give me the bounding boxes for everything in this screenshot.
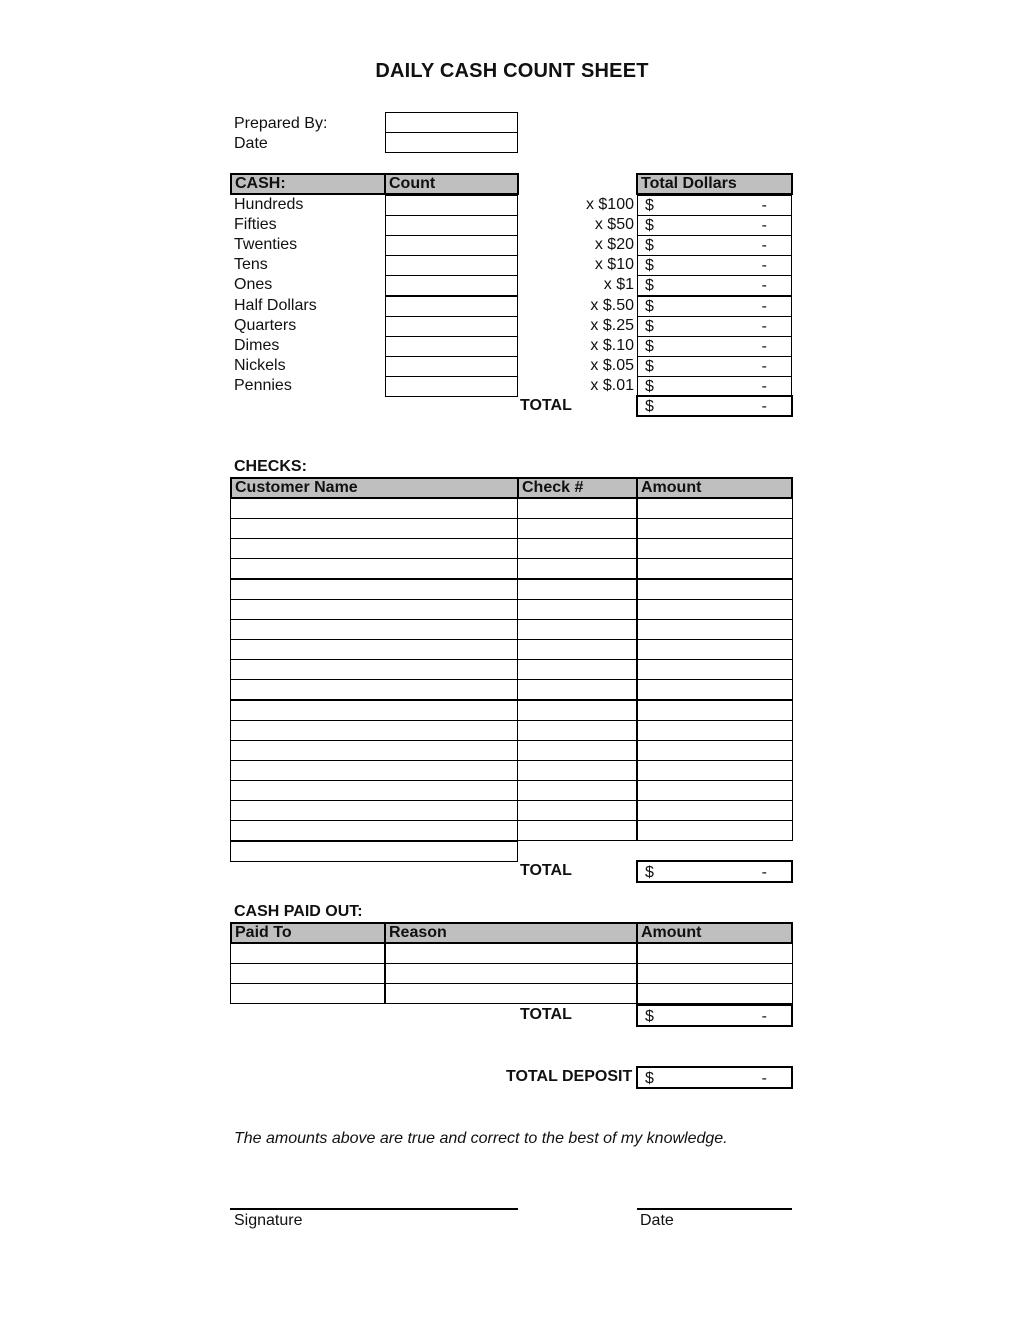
total-deposit-box [636,1066,793,1089]
cash-count-input[interactable] [385,255,518,276]
paid-out-to-cell[interactable] [230,943,386,964]
check-number-cell[interactable] [517,760,638,781]
cash-multiplier: x $.10 [590,337,634,354]
check-amount-cell[interactable] [636,619,793,640]
cash-row-label: Quarters [234,317,297,334]
checks-total-box [636,860,793,883]
cash-count-input[interactable] [385,316,518,337]
paid-out-total-box [636,1004,793,1027]
check-customer-cell[interactable] [230,619,518,640]
cash-multiplier: x $.25 [590,317,634,334]
cash-total-cell [637,215,792,236]
signature-label: Signature [234,1212,303,1229]
check-amount-cell[interactable] [636,599,793,620]
cash-row-label: Nickels [234,357,286,374]
cash-row-value: - [761,237,767,254]
check-customer-cell[interactable] [230,639,518,660]
prepared-by-label: Prepared By: [234,115,328,132]
check-amount-cell[interactable] [636,700,793,721]
cash-total-cell [637,255,792,276]
checks-total-label: TOTAL [520,862,572,879]
check-number-cell[interactable] [517,518,638,539]
check-amount-cell[interactable] [636,558,793,579]
cash-multiplier: x $1 [603,276,634,293]
check-number-cell[interactable] [517,820,638,841]
total-deposit-label: TOTAL DEPOSIT [506,1068,633,1085]
cash-multiplier: x $20 [594,236,634,253]
cash-total-cell [637,376,792,397]
cash-row-label: Pennies [234,377,292,394]
check-customer-cell[interactable] [230,558,518,579]
check-customer-cell[interactable] [230,538,518,559]
cash-row-currency: $ [645,237,654,254]
check-customer-cell[interactable] [230,760,518,781]
cash-multiplier: x $50 [594,216,634,233]
checks-label: CHECKS: [234,458,307,475]
check-amount-cell[interactable] [636,760,793,781]
cash-count-input[interactable] [385,296,518,317]
check-amount-cell[interactable] [636,679,793,700]
check-number-cell[interactable] [517,780,638,801]
cash-header: CASH: [230,173,386,195]
check-customer-cell[interactable] [230,599,518,620]
paid-out-label: CASH PAID OUT: [234,903,363,920]
cash-total-currency: $ [645,398,654,415]
cash-count-input[interactable] [385,215,518,236]
check-number-cell[interactable] [517,558,638,579]
checks-total-value: - [761,864,767,881]
check-number-cell[interactable] [517,538,638,559]
check-customer-cell[interactable] [230,820,518,841]
cash-row-value: - [761,197,767,214]
cash-total-box [636,395,793,417]
certification-statement: The amounts above are true and correct to the best of my knowledge. [234,1130,728,1147]
cash-multiplier: x $100 [585,196,634,213]
check-amount-cell[interactable] [636,740,793,761]
cash-row-label: Ones [234,276,273,293]
paid-out-amount-cell[interactable] [636,963,793,984]
cash-row-currency: $ [645,338,654,355]
cash-row-value: - [761,298,767,315]
cash-row-value: - [761,257,767,274]
cash-row-label: Hundreds [234,196,304,213]
check-number-cell[interactable] [517,599,638,620]
cash-multiplier: x $10 [594,256,634,273]
total-deposit-value: - [761,1070,767,1087]
check-customer-cell[interactable] [230,780,518,801]
check-customer-cell[interactable] [230,498,518,519]
check-number-cell[interactable] [517,659,638,680]
cash-multiplier: x $.50 [590,297,634,314]
cash-row-value: - [761,378,767,395]
page-title: DAILY CASH COUNT SHEET [375,60,649,82]
cash-total-cell [637,195,792,216]
cash-total-cell [637,235,792,256]
count-header: Count [384,173,519,195]
prepared-by-field[interactable] [385,112,518,133]
checks-total-currency: $ [645,864,654,881]
checks-header-amount: Amount [636,477,793,499]
paid-out-header-paid-to: Paid To [230,922,386,944]
cash-row-label: Tens [234,256,268,273]
date-field[interactable] [385,132,518,153]
cash-row-currency: $ [645,298,654,315]
check-amount-cell[interactable] [636,800,793,821]
cash-count-input[interactable] [385,356,518,377]
cash-count-input[interactable] [385,275,518,296]
cash-row-label: Fifties [234,216,277,233]
cash-row-currency: $ [645,257,654,274]
check-amount-cell[interactable] [636,579,793,600]
total-deposit-currency: $ [645,1070,654,1087]
check-customer-cell[interactable] [230,740,518,761]
paid-out-amount-cell[interactable] [636,943,793,964]
paid-out-to-cell[interactable] [230,963,386,984]
cash-total-cell [637,296,792,317]
check-customer-cell[interactable] [230,679,518,700]
total-dollars-header: Total Dollars [636,173,793,195]
cash-row-value: - [761,338,767,355]
cash-row-label: Dimes [234,337,280,354]
checks-header-customer: Customer Name [230,477,519,499]
check-amount-cell[interactable] [636,518,793,539]
cash-row-value: - [761,358,767,375]
check-amount-cell[interactable] [636,659,793,680]
cash-count-input[interactable] [385,376,518,397]
cash-count-input[interactable] [385,235,518,256]
check-number-cell[interactable] [517,720,638,741]
cash-row-currency: $ [645,318,654,335]
paid-out-reason-cell[interactable] [384,963,638,984]
check-customer-cell[interactable] [230,518,518,539]
cash-row-label: Half Dollars [234,297,317,314]
paid-out-reason-cell[interactable] [384,983,638,1004]
check-customer-cell[interactable] [230,579,518,600]
check-number-cell[interactable] [517,700,638,721]
check-amount-cell[interactable] [636,538,793,559]
cash-total-cell [637,336,792,357]
paid-out-total-currency: $ [645,1008,654,1025]
check-amount-cell[interactable] [636,720,793,741]
paid-out-header-reason: Reason [384,922,638,944]
check-customer-cell[interactable] [230,700,518,721]
check-amount-cell[interactable] [636,639,793,660]
check-amount-cell[interactable] [636,498,793,519]
paid-out-total-label: TOTAL [520,1006,572,1023]
signature-date-label: Date [640,1212,674,1229]
cash-row-value: - [761,217,767,234]
cash-multiplier: x $.05 [590,357,634,374]
cash-row-label: Twenties [234,236,298,253]
cash-multiplier: x $.01 [590,377,634,394]
check-customer-cell[interactable] [230,720,518,741]
cash-count-input[interactable] [385,336,518,357]
cash-row-currency: $ [645,217,654,234]
cash-total-cell [637,356,792,377]
check-number-cell[interactable] [517,679,638,700]
signature-line[interactable] [230,1208,518,1210]
check-customer-cell[interactable] [230,800,518,821]
cash-row-value: - [761,318,767,335]
cash-count-input[interactable] [385,195,518,216]
cash-row-currency: $ [645,277,654,294]
cash-total-label: TOTAL [520,397,572,414]
check-number-cell[interactable] [517,498,638,519]
check-number-cell[interactable] [517,619,638,640]
cash-total-value: - [761,398,767,415]
paid-out-header-amount: Amount [636,922,793,944]
check-number-cell[interactable] [517,579,638,600]
paid-out-to-cell[interactable] [230,983,386,1004]
check-customer-cell[interactable] [230,659,518,680]
cash-row-currency: $ [645,378,654,395]
cash-row-currency: $ [645,197,654,214]
date-label: Date [234,135,268,152]
cash-row-value: - [761,277,767,294]
cash-total-cell [637,275,792,296]
check-amount-cell[interactable] [636,820,793,841]
cash-row-currency: $ [645,358,654,375]
check-customer-cell[interactable] [230,841,518,862]
signature-date-line[interactable] [637,1208,792,1210]
paid-out-total-value: - [761,1008,767,1025]
paid-out-amount-cell[interactable] [636,983,793,1004]
cash-total-cell [637,316,792,337]
check-number-cell[interactable] [517,639,638,660]
check-number-cell[interactable] [517,800,638,821]
checks-header-check-number: Check # [517,477,638,499]
check-number-cell[interactable] [517,740,638,761]
paid-out-reason-cell[interactable] [384,943,638,964]
check-amount-cell[interactable] [636,780,793,801]
